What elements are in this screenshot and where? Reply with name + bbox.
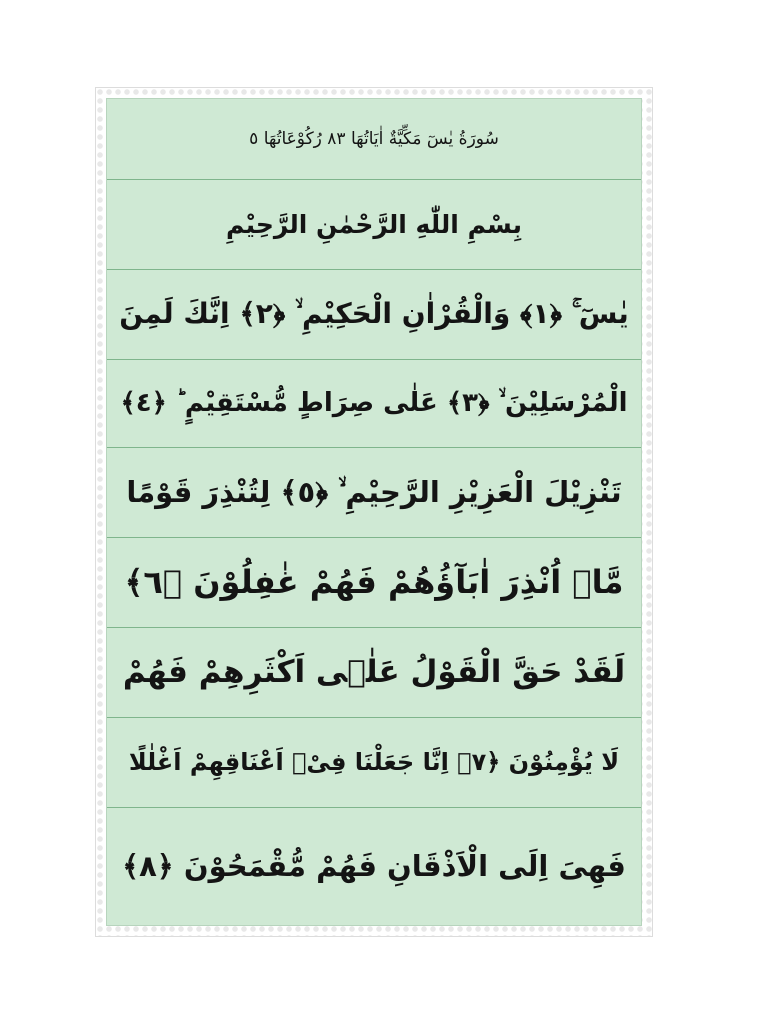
verse-line-text: يٰسٓ ۚ ﴿١﴾ وَالْقُرْاٰنِ الْحَكِيْمِ ۙ ﴿٢﴾ اِنَّكَ لَمِنَ [119,297,629,330]
verse-line-text: مَّاۤ اُنْذِرَ اٰبَآؤُهُمْ فَهُمْ غٰفِلُوْنَ ﴿٦﴾ [124,563,624,601]
verse-line-text: تَنْزِيْلَ الْعَزِيْزِ الرَّحِيْمِ ۙ ﴿٥﴾ لِتُنْذِرَ قَوْمًا [126,474,622,509]
verse-line [107,447,641,538]
verse-line-text: لَا يُؤْمِنُوْنَ ﴿٧﴾ اِنَّا جَعَلْنَا فِىْۤ اَعْنَاقِهِمْ اَغْلٰلًا [128,748,620,776]
surah-header-text: سُورَةُ يٰسٓ مَكِّيَّةٌ اٰيَاتُهَا ٨٣ رُكُوْعَاتُهَا ٥ [249,129,499,149]
verse-line [107,627,641,718]
page-card [96,88,652,936]
surah-header [107,99,641,180]
verse-line [107,717,641,808]
verse-line [107,269,641,360]
verse-line-text: الْمُرْسَلِيْنَ ۙ ﴿٣﴾ عَلٰى صِرَاطٍ مُّسْتَقِيْمٍ ؕ ﴿٤﴾ [120,387,628,418]
verse-line-text: فَهِىَ اِلَى الْاَذْقَانِ فَهُمْ مُّقْمَحُوْنَ ﴿٨﴾ [122,849,626,883]
bismillah-text: بِسْمِ اللّٰهِ الرَّحْمٰنِ الرَّحِيْمِ [226,209,522,239]
verse-line [107,537,641,628]
verse-line [107,807,641,925]
verse-line [107,359,641,448]
verse-line-text: لَقَدْ حَقَّ الْقَوْلُ عَلٰۤى اَكْثَرِهِمْ فَهُمْ [122,654,626,690]
bismillah-line [107,179,641,270]
quran-page-panel [106,98,642,926]
